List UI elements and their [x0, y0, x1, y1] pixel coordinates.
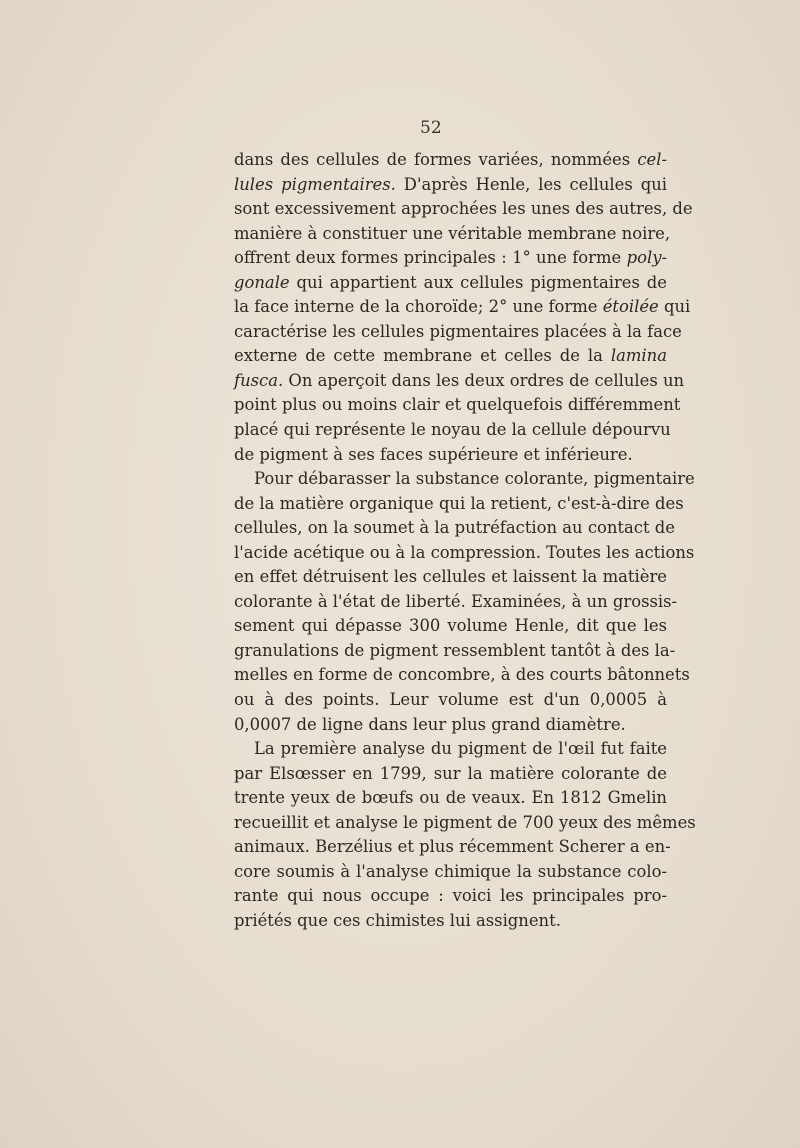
paragraph: [234, 467, 695, 737]
text-line: [234, 344, 667, 369]
italic-text: cel-: [637, 150, 667, 169]
text-line: [234, 565, 667, 590]
italic-text: poly-: [626, 248, 667, 268]
text-segment: par Elsœsser en 1799, sur la matière colorante de: [234, 763, 667, 783]
text-line: [234, 418, 671, 443]
text-line: [234, 590, 678, 615]
text-segment: melles en forme de concombre, à des courts bâtonnets: [234, 665, 690, 685]
text-segment: colorante à l'état de liberté. Examinées, à un grossis-: [234, 591, 678, 611]
paragraph: [234, 148, 693, 467]
text-segment: sement qui dépasse 300 volume Henle, dit que les: [234, 616, 667, 636]
text-segment: recueillit et analyse le pigment de 700 yeux des mêmes: [234, 812, 696, 832]
text-line: [234, 492, 684, 517]
text-line: [234, 713, 667, 738]
text-segment: La première analyse du pigment de l'œil fut faite: [254, 739, 667, 759]
italic-text: étoilée: [602, 297, 659, 317]
text-segment: dans des cellules de formes variées, nommées: [234, 150, 638, 169]
text-line: [234, 295, 691, 320]
italic-text: fusca.: [234, 370, 284, 390]
text-segment: trente yeux de bœufs ou de veaux. En 1812 Gmelin: [234, 788, 667, 808]
text-segment: 0,0007 de ligne dans leur plus grand diamètre.: [234, 714, 626, 734]
text-line: [234, 737, 667, 762]
text-line: [234, 811, 696, 836]
text-line: [234, 369, 685, 394]
text-segment: ou à des points. Leur volume est d'un 0,0005 à: [234, 690, 667, 710]
text-line: [234, 762, 667, 787]
text-line: [234, 443, 667, 468]
text-segment: de pigment à ses faces supérieure et inférieure.: [234, 444, 633, 464]
text-segment: qui: [658, 297, 691, 317]
text-segment: offrent deux formes principales : 1° une forme: [234, 248, 627, 268]
text-segment: D'après Henle, les cellules qui: [395, 174, 667, 194]
text-segment: sont excessivement approchées les unes des autres, de: [234, 199, 693, 219]
text-segment: On aperçoit dans les deux ordres de cellules un: [283, 370, 685, 390]
text-line: [234, 222, 671, 247]
text-segment: manière à constituer une véritable membrane noire,: [234, 223, 671, 243]
text-segment: externe de cette membrane et celles de la: [234, 346, 611, 366]
text-line: [234, 271, 667, 296]
text-segment: de la matière organique qui la retient, c'est-à-dire des: [234, 493, 684, 513]
text-line: [234, 860, 667, 885]
text-line: [234, 835, 671, 860]
italic-text: gonale: [234, 272, 290, 292]
text-segment: caractérise les cellules pigmentaires placées à la face: [234, 321, 682, 341]
text-line: [234, 197, 693, 222]
text-segment: rante qui nous occupe : voici les principales pro-: [234, 886, 667, 906]
text-segment: l'acide acétique ou à la compression. Toutes les actions: [234, 542, 695, 562]
text-line: [234, 516, 675, 541]
text-segment: granulations de pigment ressemblent tantôt à des la-: [234, 640, 676, 660]
text-line: [234, 246, 667, 271]
text-line: [234, 688, 667, 713]
text-segment: cellules, on la soumet à la putréfaction au contact de: [234, 518, 675, 538]
text-line: [234, 173, 667, 198]
text-segment: placé qui représente le noyau de la cellule dépourvu: [234, 420, 671, 440]
text-line: [234, 320, 682, 345]
text-line: [234, 541, 695, 566]
body-text: [234, 148, 696, 934]
paragraph: [234, 737, 696, 933]
text-line: [234, 614, 667, 639]
text-segment: core soumis à l'analyse chimique la substance colo-: [234, 861, 667, 881]
text-segment: la face interne de la choroïde; 2° une forme: [234, 297, 603, 317]
text-segment: qui appartient aux cellules pigmentaires de: [289, 272, 667, 292]
text-line: [234, 148, 667, 173]
text-line: [234, 639, 676, 664]
text-segment: animaux. Berzélius et plus récemment Scherer a en-: [234, 837, 671, 857]
text-line: [234, 663, 690, 688]
text-line: [234, 909, 667, 934]
text-segment: priétés que ces chimistes lui assignent.: [234, 910, 561, 930]
text-segment: point plus ou moins clair et quelquefois différemment: [234, 395, 681, 415]
text-line: [234, 884, 667, 909]
text-segment: en effet détruisent les cellules et laissent la matière: [234, 567, 667, 587]
italic-text: lamina: [610, 346, 667, 366]
text-line: [234, 786, 667, 811]
text-line: [234, 393, 681, 418]
italic-text: lules pigmentaires.: [234, 174, 396, 194]
page-number: 52: [420, 118, 442, 138]
text-segment: Pour débarasser la substance colorante, pigmentaire: [254, 469, 695, 489]
text-line: [234, 467, 695, 492]
